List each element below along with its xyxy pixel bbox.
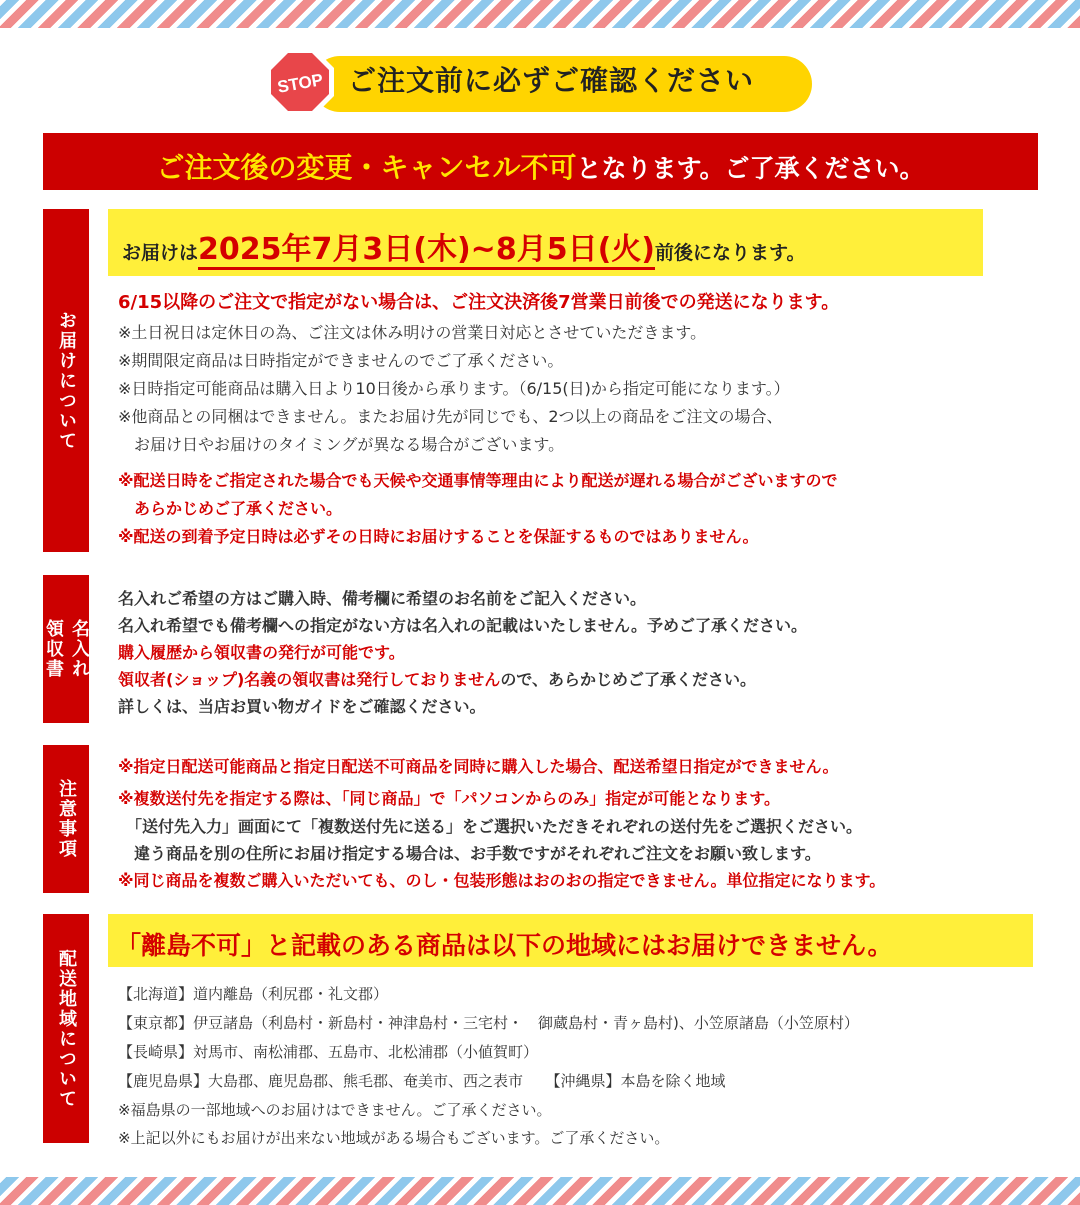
region-title: 「離島不可」と記載のある商品は以下の地域にはお届けできません。 — [116, 931, 893, 960]
notes-line: ※指定日配送可能商品と指定日配送不可商品を同時に購入した場合、配送希望日指定ができません。 — [118, 757, 839, 776]
delivery-note: ※期間限定商品は日時指定ができませんのでご了承ください。 — [118, 351, 564, 370]
delivery-note: ※他商品との同梱はできません。またお届け先が同じでも、2つ以上の商品をご注文の場合、 — [118, 407, 783, 426]
name-receipt-line: 名入れご希望の方はご購入時、備考欄に希望のお名前をご記入ください。 — [118, 589, 647, 608]
region-line: 【北海道】道内離島（利尻郡・礼文郡） — [118, 985, 389, 1003]
region-line: ※上記以外にもお届けが出来ない地域がある場合もございます。ご了承ください。 — [118, 1129, 670, 1147]
no-change-banner — [43, 133, 1038, 190]
header — [262, 44, 814, 116]
delivery-warning: ※配送の到着予定日時は必ずその日時にお届けすることを保証するものではありません。 — [118, 527, 759, 546]
delivery-warning: あらかじめご了承ください。 — [118, 499, 343, 518]
notes-line: 違う商品を別の住所にお届け指定する場合は、お手数ですがそれぞれご注文をお願い致します。 — [118, 844, 821, 863]
receipt-issue-line: 購入履歴から領収書の発行が可能です。 — [118, 643, 405, 662]
region-line: ※福島県の一部地域へのお届けはできません。ご了承ください。 — [118, 1101, 552, 1119]
delivery-note: お届け日やお届けのタイミングが異なる場合がございます。 — [118, 435, 565, 454]
section-label-delivery: お届けについて — [43, 209, 89, 552]
notes-line: ※複数送付先を指定する際は、「同じ商品」で「パソコンからのみ」指定が可能となります。 — [118, 789, 780, 808]
banner-highlight: ご注文後の変更・キャンセル不可 — [156, 151, 577, 184]
delivery-date: 2025年7月3日(木)~8月5日(火) — [198, 232, 655, 270]
delivery-date-line: お届けは2025年7月3日(木)~8月5日(火)前後になります。 — [122, 224, 805, 268]
stop-sign-icon — [262, 44, 338, 120]
top-stripe-border — [0, 0, 1080, 28]
section-label-name-receipt: 名入れ 領収書 — [43, 575, 89, 723]
banner-rest: となります。ご了承ください。 — [576, 154, 925, 183]
delivery-warning: ※配送日時をご指定された場合でも天候や交通事情等理由により配送が遅れる場合がございますので — [118, 471, 838, 490]
region-line: 【長崎県】対馬市、南松浦郡、五島市、北松浦郡（小値賀町） — [118, 1043, 539, 1061]
delivery-note: ※土日祝日は定休日の為、ご注文は休み明けの営業日対応とさせていただきます。 — [118, 323, 707, 342]
shopping-guide-line: 詳しくは、当店お買い物ガイドをご確認ください。 — [118, 697, 486, 716]
notes-line: 「送付先入力」画面にて「複数送付先に送る」をご選択いただきそれぞれの送付先をご選択ください。 — [118, 817, 863, 836]
delivery-note: ※日時指定可能商品は購入日より10日後から承ります。（6/15(日)から指定可能になります。） — [118, 379, 790, 398]
receipt-owner-line: 領収者(ショップ)名義の領収書は発行しておりませんので、あらかじめご了承ください。 — [118, 670, 756, 689]
delivery-notice: 6/15以降のご注文で指定がない場合は、ご注文決済後7営業日前後での発送になります。 — [118, 292, 840, 313]
header-title: ご注文前に必ずご確認ください — [348, 64, 755, 97]
bottom-stripe-border — [0, 1177, 1080, 1205]
notes-line: ※同じ商品を複数ご購入いただいても、のし・包装形態はおのおの指定できません。単位指定になります。 — [118, 871, 886, 890]
region-line: 【東京都】伊豆諸島（利島村・新島村・神津島村・三宅村・ 御蔵島村・青ヶ島村)、小笠原諸島（小笠原村） — [118, 1014, 859, 1032]
section-label-regions: 配送地域について — [43, 914, 89, 1143]
stop-sign-text: STOP — [275, 70, 325, 97]
region-line: 【鹿児島県】大島郡、鹿児島郡、熊毛郡、奄美市、西之表市 【沖縄県】本島を除く地域 — [118, 1072, 726, 1090]
name-receipt-line: 名入れ希望でも備考欄への指定がない方は名入れの記載はいたしません。予めご了承ください。 — [118, 616, 807, 635]
section-label-notes: 注意事項 — [43, 745, 89, 893]
